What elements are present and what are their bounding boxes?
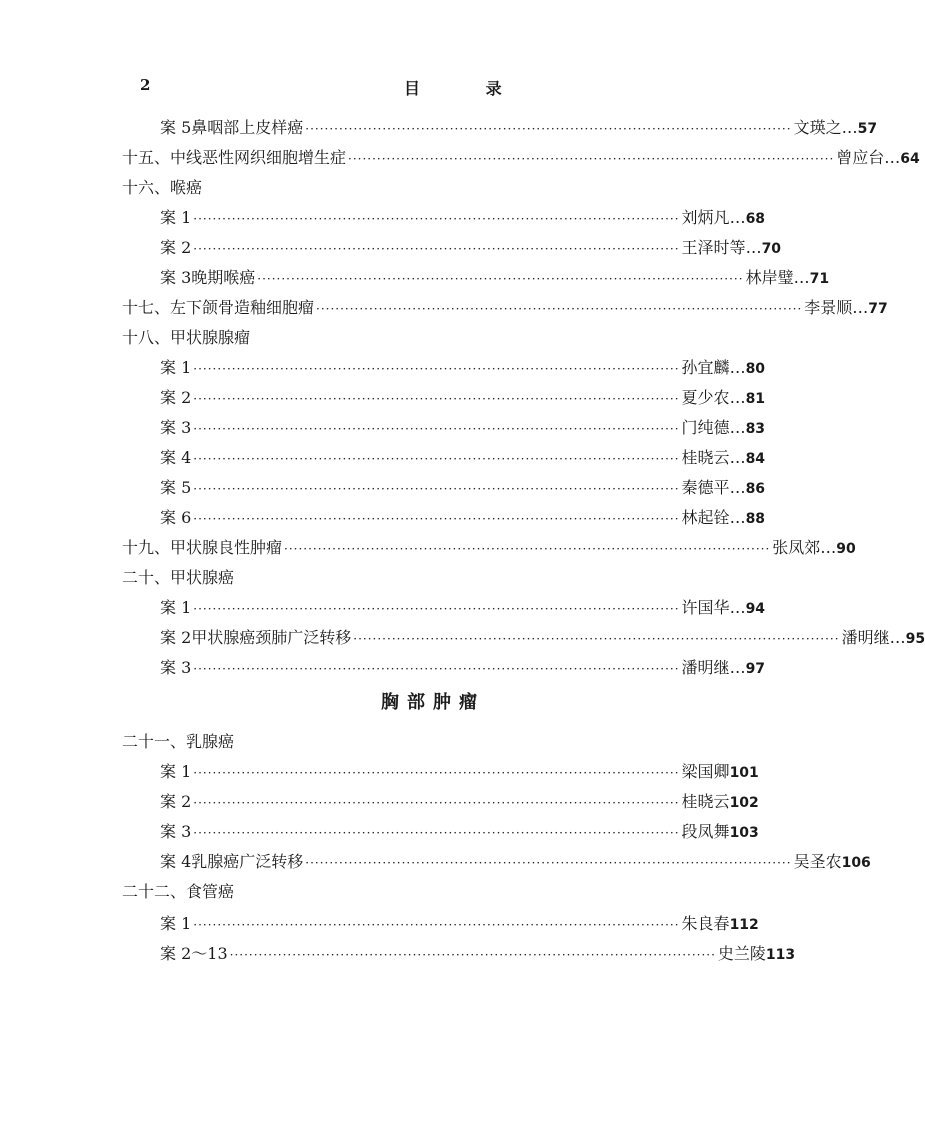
leader-dots: ····································································································· bbox=[193, 766, 680, 780]
leader-dots: ····································································································· bbox=[193, 662, 680, 676]
running-title: 目 录 bbox=[404, 79, 532, 98]
page-header bbox=[0, 76, 866, 100]
toc-heading: 二十、甲状腺癌 bbox=[122, 568, 235, 587]
toc-entry: 案 6 ····································································································· 林起铨 … 88 bbox=[160, 506, 726, 530]
leader-dots: ····································································································· bbox=[193, 392, 680, 406]
leader-dots: ····································································································· bbox=[193, 422, 680, 436]
leader-dots: ····································································································· bbox=[193, 796, 680, 810]
leader-dots: ····································································································· bbox=[305, 122, 792, 136]
leader-dots: ····································································································· bbox=[193, 482, 680, 496]
toc-entry: 案 3 晚期喉癌 ····································································································· 林岸璧 … 71 bbox=[160, 266, 726, 290]
toc-entry: 案 2～13 ····································································································· 史兰陵 113 bbox=[160, 942, 726, 966]
leader-dots: ····································································································· bbox=[193, 918, 680, 932]
leader-dots: ····································································································· bbox=[193, 602, 680, 616]
toc-heading: 二十二、食管癌 bbox=[122, 882, 235, 901]
leader-dots: ····································································································· bbox=[193, 212, 680, 226]
leader-dots: ····································································································· bbox=[316, 302, 803, 316]
leader-dots: ····································································································· bbox=[284, 542, 771, 556]
leader-dots: ····································································································· bbox=[229, 948, 716, 962]
toc-entry: 案 5 鼻咽部上皮样癌 ····································································································· 文瑛之 … 57 bbox=[160, 116, 726, 140]
toc-heading: 二十一、乳腺癌 bbox=[122, 732, 235, 751]
toc-entry: 案 1 ····································································································· 许国华 … 94 bbox=[160, 596, 726, 620]
toc-entry: 案 2 ····································································································· 夏少农 … 81 bbox=[160, 386, 726, 410]
leader-dots: ····································································································· bbox=[348, 152, 835, 166]
section-title: 胸部肿瘤 bbox=[381, 692, 485, 713]
toc-entry: 十五、中线恶性网织细胞增生症 ····································································································· 曾应台 … 64 bbox=[122, 146, 726, 170]
toc-entry: 案 2 ····································································································· 桂晓云 102 bbox=[160, 790, 726, 814]
toc-entry: 案 3 ····································································································· 段凤舞 103 bbox=[160, 820, 726, 844]
toc-entry: 案 4 乳腺癌广泛转移 ····································································································· 吴圣农 106 bbox=[160, 850, 726, 874]
toc-entry: 案 1 ····································································································· 朱良春 112 bbox=[160, 912, 726, 936]
toc-entry: 案 2 甲状腺癌颈肺广泛转移 ····································································································· 潘明继 … 95 bbox=[160, 626, 726, 650]
toc-entry: 十七、左下颌骨造釉细胞瘤 ····································································································· 李景顺 … 77 bbox=[122, 296, 726, 320]
toc-entry: 案 3 ····································································································· 门纯德 … 83 bbox=[160, 416, 726, 440]
leader-dots: ····································································································· bbox=[257, 272, 744, 286]
leader-dots: ····································································································· bbox=[305, 856, 792, 870]
toc-entry: 案 1 ····································································································· 刘炳凡 … 68 bbox=[160, 206, 726, 230]
toc-entry: 案 1 ····································································································· 孙宜麟 … 80 bbox=[160, 356, 726, 380]
toc-entry: 案 3 ····································································································· 潘明继 … 97 bbox=[160, 656, 726, 680]
toc-heading: 十八、甲状腺腺瘤 bbox=[122, 328, 251, 347]
leader-dots: ····································································································· bbox=[193, 826, 680, 840]
toc-entry: 案 5 ····································································································· 秦德平 … 86 bbox=[160, 476, 726, 500]
leader-dots: ····································································································· bbox=[353, 632, 840, 646]
leader-dots: ····································································································· bbox=[193, 362, 680, 376]
leader-dots: ····································································································· bbox=[193, 512, 680, 526]
toc-entry: 案 4 ····································································································· 桂晓云 … 84 bbox=[160, 446, 726, 470]
leader-dots: ····································································································· bbox=[193, 242, 680, 256]
toc-entry: 案 1 ····································································································· 梁国卿 101 bbox=[160, 760, 726, 784]
toc-entry: 案 2 ····································································································· 王泽时等 … 70 bbox=[160, 236, 726, 260]
page-number: 2 bbox=[140, 76, 151, 94]
leader-dots: ····································································································· bbox=[193, 452, 680, 466]
toc-heading: 十六、喉癌 bbox=[122, 178, 203, 197]
toc-entry: 十九、甲状腺良性肿瘤 ····································································································· 张凤郊 … 90 bbox=[122, 536, 726, 560]
